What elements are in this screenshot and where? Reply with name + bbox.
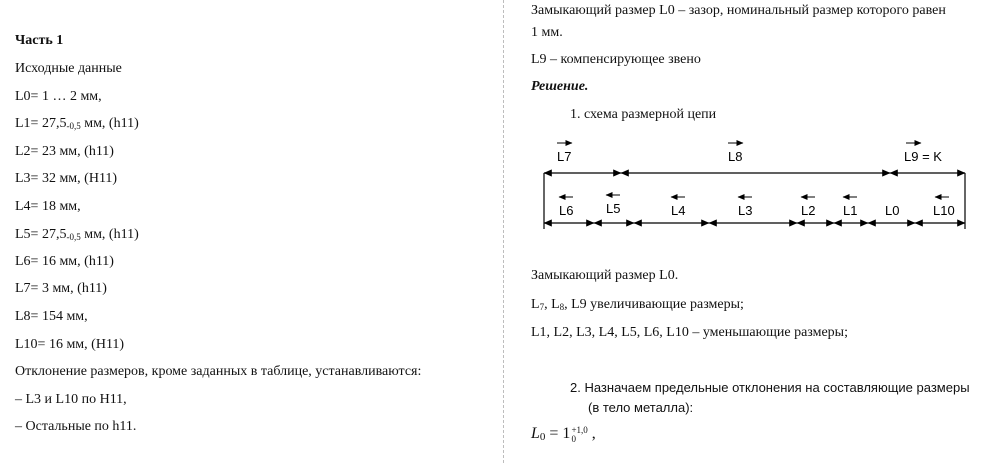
- step-1: 1. схема размерной цепи: [570, 107, 717, 122]
- item-l8: L8= 154 мм,: [15, 309, 88, 324]
- closing-dimension-text-cont: 1 мм.: [531, 25, 563, 40]
- item-l2: L2= 23 мм, (h11): [15, 144, 114, 159]
- label-l5: L5: [606, 201, 621, 216]
- rule-h11-upper: – L3 и L10 по H11,: [15, 392, 127, 407]
- label-l4: L4: [671, 203, 686, 218]
- item-l0: L0= 1 … 2 мм,: [15, 89, 102, 104]
- label-l1: L1: [843, 203, 858, 218]
- part-title: Часть 1: [15, 33, 64, 48]
- rule-h11-lower: – Остальные по h11.: [15, 419, 137, 434]
- item-l5: $L5= 27,5_{-0,5}$ мм, (h11): [15, 227, 139, 242]
- formula-l0: $L_0 = 1$ +1,0 0 ,: [531, 425, 596, 444]
- item-l4: L4= 18 мм,: [15, 199, 81, 214]
- label-l10: L10: [933, 203, 955, 218]
- item-l10: L10= 16 мм, (H11): [15, 337, 125, 352]
- label-l8: L8: [728, 149, 743, 164]
- label-l2: L2: [801, 203, 816, 218]
- item-l6: L6= 16 мм, (h11): [15, 254, 114, 269]
- label-l9-k: L9 = K: [904, 149, 942, 164]
- closing-dimension-text: Замыкающий размер L0 – зазор, номинальный размер которого равен: [531, 3, 946, 18]
- step-2-cont: (в тело металла):: [588, 400, 694, 415]
- label-l3: L3: [738, 203, 753, 218]
- item-l1: $L1= 27,5_{-0,5}$ мм, (h11): [15, 116, 139, 131]
- initial-data-heading: Исходные данные: [15, 61, 122, 76]
- label-l7: L7: [557, 149, 572, 164]
- closing-dimension-short: Замыкающий размер L0.: [531, 268, 679, 283]
- item-l7: L7= 3 мм, (h11): [15, 281, 107, 296]
- dimension-chain-diagram: [538, 135, 970, 231]
- decreasing-dimensions: L1, L2, L3, L4, L5, L6, L10 – уменьшающие размеры;: [531, 325, 848, 340]
- compensating-link: L9 – компенсирующее звено: [531, 52, 701, 67]
- column-separator: [503, 0, 505, 463]
- item-l3: L3= 32 мм, (H11): [15, 171, 118, 186]
- solution-heading: Решение.: [531, 79, 589, 94]
- increasing-dimensions: $L_7$, $L_8$, L9 увеличивающие размеры;: [531, 297, 744, 312]
- deviation-note: Отклонение размеров, кроме заданных в таблице, устанавливаются:: [15, 364, 422, 379]
- label-l6: L6: [559, 203, 574, 218]
- step-2: 2. Назначаем предельные отклонения на составляющие размеры: [570, 380, 970, 395]
- label-l0: L0: [885, 203, 900, 218]
